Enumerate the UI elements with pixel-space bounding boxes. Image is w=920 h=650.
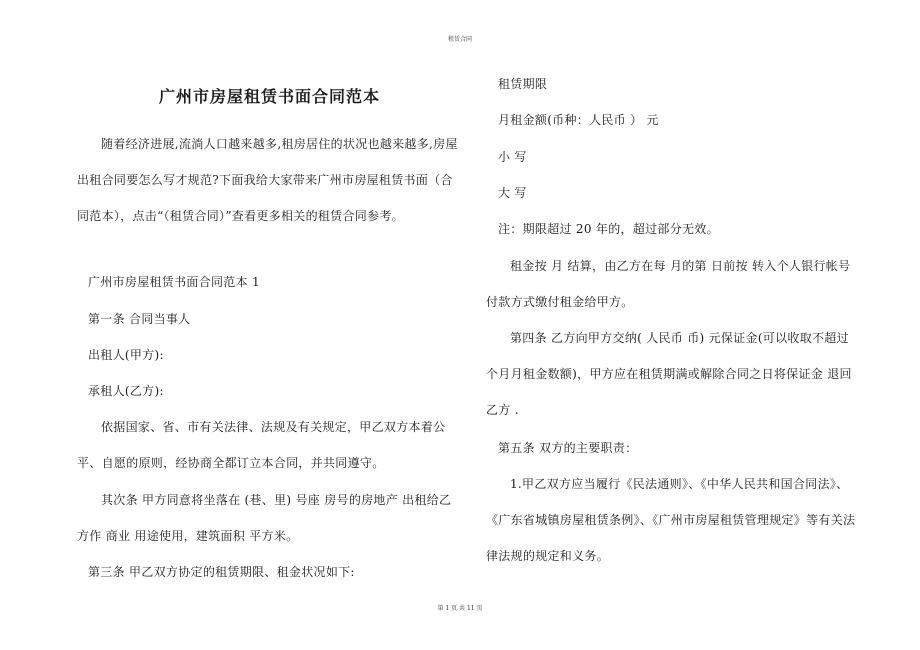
paragraph: 第三条 甲乙双方协定的租赁期限、租金状况如下: bbox=[88, 565, 355, 579]
paragraph: 小 写 bbox=[498, 150, 527, 164]
paragraph: 出租人(甲方): bbox=[88, 348, 164, 362]
paragraph: 承租人(乙方): bbox=[88, 384, 164, 398]
paragraph: 第一条 合同当事人 bbox=[88, 312, 191, 326]
paragraph: 注：期限超过 20 年的，超过部分无效。 bbox=[498, 222, 719, 236]
paragraph: 第五条 双方的主要职责： bbox=[498, 441, 638, 455]
document-title: 广州市房屋租赁书面合同范本 bbox=[158, 87, 380, 106]
paragraph: 1.甲乙双方应当履行《民法通则》、《中华人民共和国合同法》、《广东省城镇房屋租赁条例》、《广州市房屋租赁管理规定》等有关法律法规的规定和义务。 bbox=[486, 477, 856, 563]
paragraph: 大 写 bbox=[498, 186, 527, 200]
paragraph: 租赁期限 bbox=[498, 77, 548, 91]
running-header: 租赁合同 bbox=[447, 36, 472, 43]
intro-paragraph: 随着经济进展,流淌人口越来越多,租房居住的状况也越来越多,房屋出租合同要怎么写才规范?下面我给大家带来广州市房屋租赁书面（合同范本），点击“（租赁合同）”查看更多相关的租赁合同参考。 bbox=[77, 137, 458, 223]
section-title: 广州市房屋租赁书面合同范本 1 bbox=[88, 275, 260, 289]
paragraph: 依据国家、省、市有关法律、法规及有关规定，甲乙双方本着公平、自愿的原则，经协商全都订立本合同，并共同遵守。 bbox=[77, 420, 446, 470]
paragraph: 月租金额(币种：人民币 ） 元 bbox=[498, 113, 659, 127]
paragraph: 其次条 甲方同意将坐落在 (巷、里) 号座 房号的房地产 出租给乙方作 商业 用途使用，建筑面积 平方米。 bbox=[77, 493, 452, 543]
page-footer: 第 1 页 共 11 页 bbox=[437, 605, 483, 612]
paragraph: 第四条 乙方向甲方交纳( 人民币 币) 元保证金(可以收取不超过个月月租金数额)，甲方应在租赁期满或解除合同之日将保证金 退回乙方 . bbox=[486, 331, 852, 417]
paragraph: 租金按 月 结算，由乙方在每 月的第 日前按 转入个人银行帐号付款方式缴付租金给甲方。 bbox=[486, 259, 851, 309]
